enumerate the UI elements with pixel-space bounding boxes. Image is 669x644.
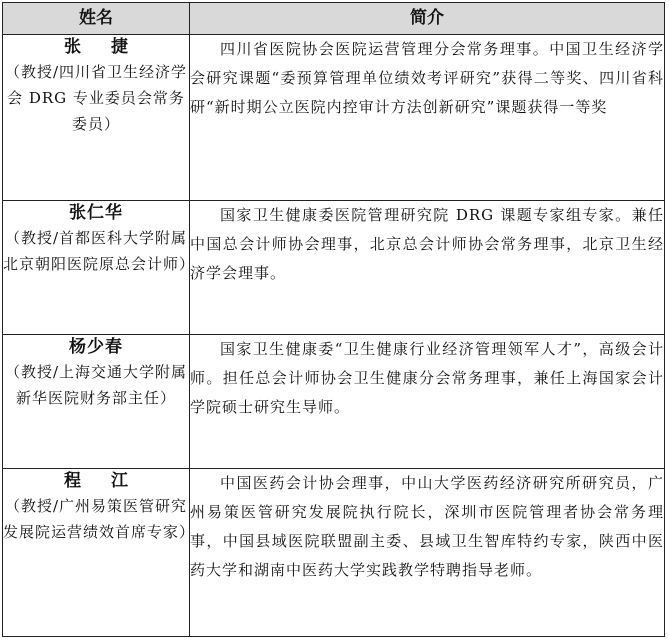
intro-cell bbox=[190, 35, 665, 201]
person-intro: 国家卫生健康委“卫生健康行业经济管理领军人才”，高级会计师。担任总会计师协会卫生健康分会常务理事，兼任上海国家会计学院硕士研究生导师。 bbox=[190, 340, 664, 416]
person-intro: 国家卫生健康委医院管理研究院 DRG 课题专家组专家。兼任中国总会计师协会理事，北京总会计师协会常务理事，北京卫生经济学会理事。 bbox=[190, 206, 664, 282]
table-row bbox=[3, 201, 665, 335]
header-name: 姓名 bbox=[3, 3, 190, 35]
name-cell bbox=[3, 35, 190, 201]
table-header-row bbox=[3, 3, 665, 35]
person-intro: 四川省医院协会医院运营管理分会常务理事。中国卫生经济学会研究课题“委预算管理单位绩效考评研究”获得二等奖、四川省科研“新时期公立医院内控审计方法创新研究”课题获得一等奖 bbox=[190, 40, 664, 116]
intro-cell bbox=[190, 201, 665, 335]
person-title: （教授/广州易策医管研究发展院运营绩效首席专家） bbox=[3, 497, 196, 541]
profile-document bbox=[2, 2, 665, 640]
person-name: 张 捷 bbox=[64, 37, 140, 57]
table-row bbox=[3, 469, 665, 637]
expert-profile-table bbox=[2, 2, 665, 637]
person-name: 杨少春 bbox=[69, 337, 123, 357]
person-title: （教授/四川省卫生经济学会 DRG 专业委员会常务委员） bbox=[4, 63, 188, 133]
table-row bbox=[3, 35, 665, 201]
name-cell bbox=[3, 335, 190, 469]
table-row bbox=[3, 335, 665, 469]
person-name: 张仁华 bbox=[69, 203, 123, 223]
person-intro: 中国医药会计协会理事，中山大学医药经济研究所研究员，广州易策医管研究发展院执行院长，深圳市医院管理者协会常务理事，中国县域医院联盟副主委、县域卫生智库特约专家，陕西中医药大学和湖南中医药大学实践教学特聘指导老师。 bbox=[190, 474, 664, 579]
header-intro: 简介 bbox=[190, 3, 665, 35]
intro-cell bbox=[190, 335, 665, 469]
person-title: （教授/首都医科大学附属北京朝阳医院原总会计师） bbox=[3, 229, 196, 273]
intro-cell bbox=[190, 469, 665, 637]
person-name: 程 江 bbox=[64, 471, 140, 491]
person-title: （教授/上海交通大学附属新华医院财务部主任） bbox=[4, 363, 188, 407]
name-cell bbox=[3, 201, 196, 335]
name-cell bbox=[3, 469, 196, 637]
